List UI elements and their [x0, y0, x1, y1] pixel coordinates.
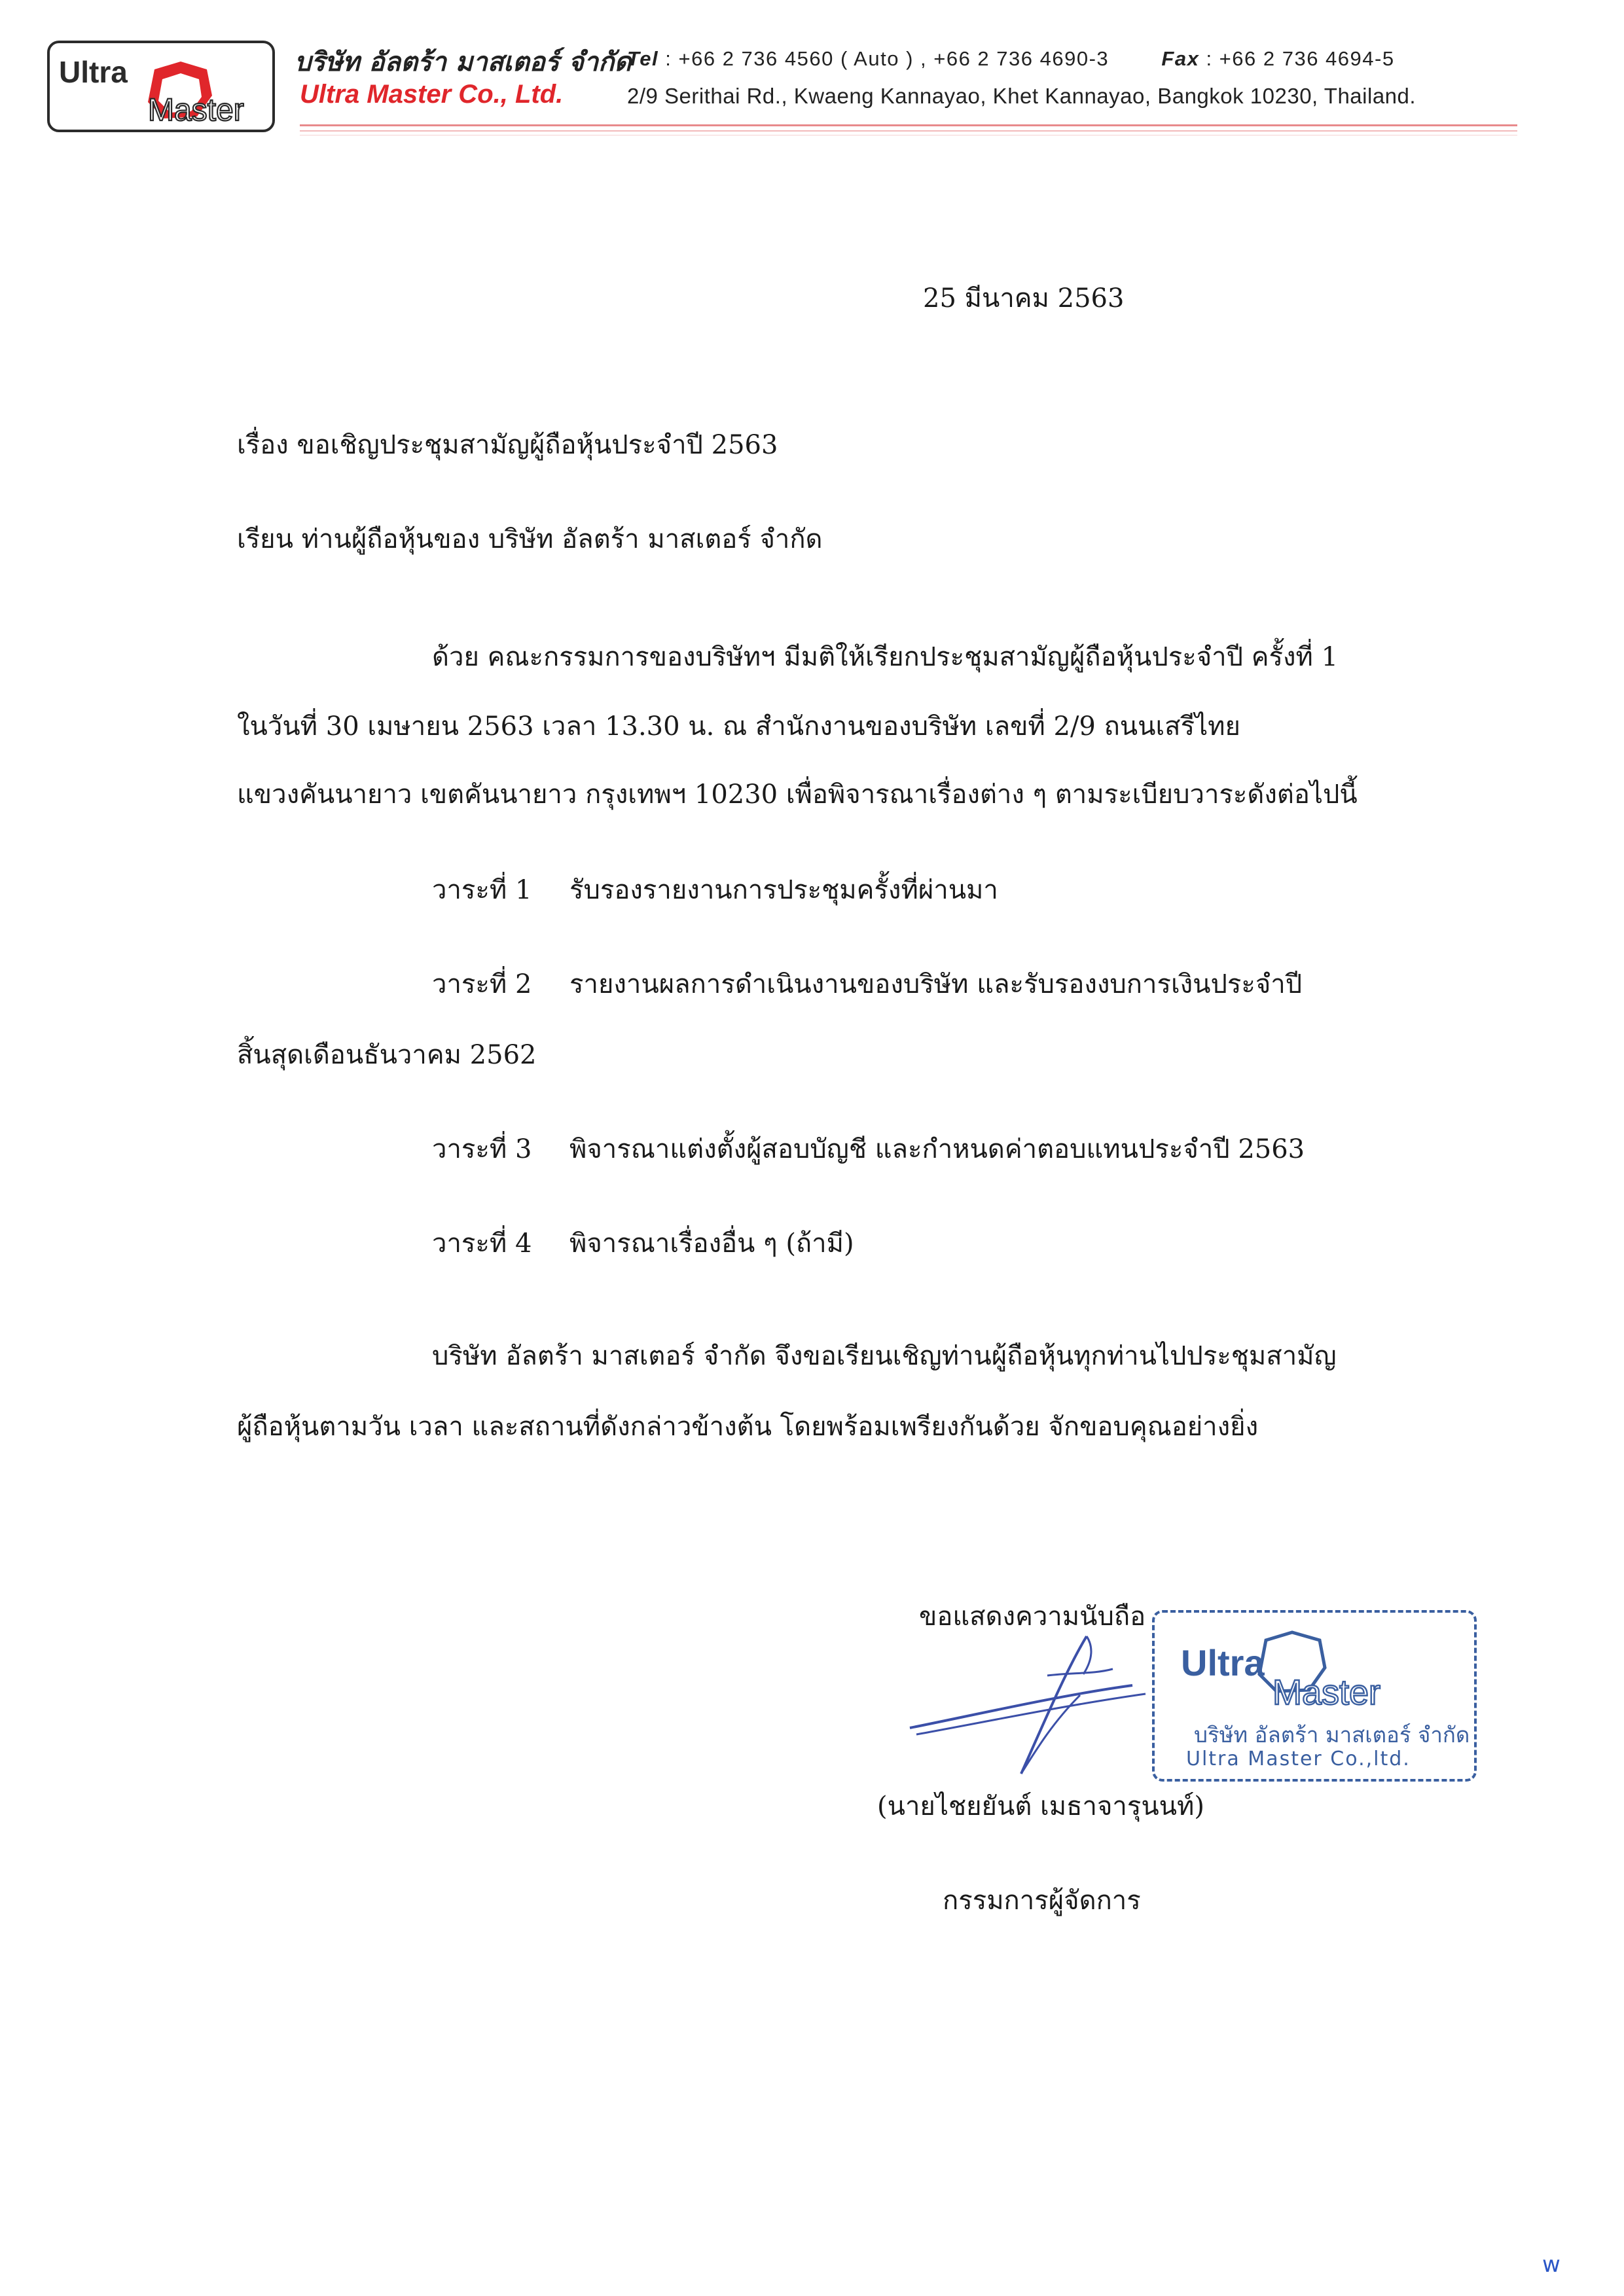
logo-hexagon-icon: [50, 43, 278, 135]
signer-name: (นายไชยยันต์ เมธาจารุนนท์): [877, 1791, 1204, 1821]
fax-value: : +66 2 736 4694-5: [1206, 47, 1395, 70]
stamp-logo-text-bottom: Master: [1272, 1673, 1381, 1712]
tel-label: Tel: [627, 47, 659, 70]
company-address: 2/9 Serithai Rd., Kwaeng Kannayao, Khet Kannayao, Bangkok 10230, Thailand.: [627, 84, 1416, 108]
letter-recipient: เรียน ท่านผู้ถือหุ้นของ บริษัท อัลตร้า มาสเตอร์ จำกัด: [237, 524, 823, 554]
agenda-item: [432, 971, 1302, 997]
agenda-number: วาระที่ 1: [432, 875, 532, 905]
company-name-english: Ultra Master Co., Ltd.: [300, 80, 564, 109]
page-mark: w: [1542, 2251, 1561, 2278]
stamp-logo-text-top: Ultra: [1181, 1642, 1265, 1683]
paragraph-line: ในวันที่ 30 เมษายน 2563 เวลา 13.30 น. ณ สำนักงานของบริษัท เลขที่ 2/9 ถนนเสรีไทย: [237, 711, 1240, 742]
agenda-number: วาระที่ 2: [432, 969, 532, 999]
agenda-item: [432, 877, 998, 903]
contact-line: [627, 47, 1395, 71]
header-rule: [300, 130, 1517, 132]
company-stamp: [1152, 1610, 1477, 1782]
handwritten-signature: [897, 1597, 1172, 1793]
fax-label: Fax: [1161, 47, 1200, 70]
agenda-item: [432, 1136, 1305, 1162]
header-rule: [300, 124, 1517, 126]
agenda-continuation: สิ้นสุดเดือนธันวาคม 2562: [237, 1040, 537, 1070]
agenda-text: พิจารณาแต่งตั้งผู้สอบบัญชี และกำหนดค่าตอบแทนประจำปี 2563: [569, 1134, 1305, 1164]
company-logo: [47, 41, 275, 132]
logo-text-top: Ultra: [59, 55, 128, 89]
agenda-text: พิจารณาเรื่องอื่น ๆ (ถ้ามี): [569, 1229, 854, 1259]
closing-phrase: ขอแสดงความนับถือ: [919, 1602, 1146, 1632]
paragraph-line: ด้วย คณะกรรมการของบริษัทฯ มีมติให้เรียกประชุมสามัญผู้ถือหุ้นประจำปี ครั้งที่ 1: [432, 642, 1339, 672]
signer-title: กรรมการผู้จัดการ: [943, 1886, 1141, 1916]
paragraph-line: ผู้ถือหุ้นตามวัน เวลา และสถานที่ดังกล่าวข้างต้น โดยพร้อมเพรียงกันด้วย จักขอบคุณอย่างยิ่ง: [237, 1412, 1259, 1442]
letter-subject: เรื่อง ขอเชิญประชุมสามัญผู้ถือหุ้นประจำปี 2563: [237, 430, 778, 460]
stamp-company-thai: บริษัท อัลตร้า มาสเตอร์ จำกัด: [1194, 1722, 1470, 1748]
paragraph-line: แขวงคันนายาว เขตคันนายาว กรุงเทพฯ 10230 เพื่อพิจารณาเรื่องต่าง ๆ ตามระเบียบวาระดังต่อไปนี้: [237, 780, 1358, 810]
company-name-thai: บริษัท อัลตร้า มาสเตอร์ จำกัด: [295, 47, 632, 77]
agenda-text: รายงานผลการดำเนินงานของบริษัท และรับรองงบการเงินประจำปี: [569, 969, 1303, 999]
agenda-item: [432, 1230, 854, 1257]
tel-value: : +66 2 736 4560 ( Auto ) , +66 2 736 4690-3: [665, 47, 1110, 70]
stamp-company-english: Ultra Master Co.,ltd.: [1186, 1748, 1411, 1770]
logo-text-bottom: Master: [148, 93, 244, 128]
letter-date: 25 มีนาคม 2563: [923, 283, 1125, 314]
agenda-number: วาระที่ 4: [432, 1229, 532, 1259]
agenda-number: วาระที่ 3: [432, 1134, 532, 1164]
agenda-text: รับรองรายงานการประชุมครั้งที่ผ่านมา: [569, 875, 998, 905]
paragraph-line: บริษัท อัลตร้า มาสเตอร์ จำกัด จึงขอเรียนเชิญท่านผู้ถือหุ้นทุกท่านไปประชุมสามัญ: [432, 1341, 1337, 1371]
